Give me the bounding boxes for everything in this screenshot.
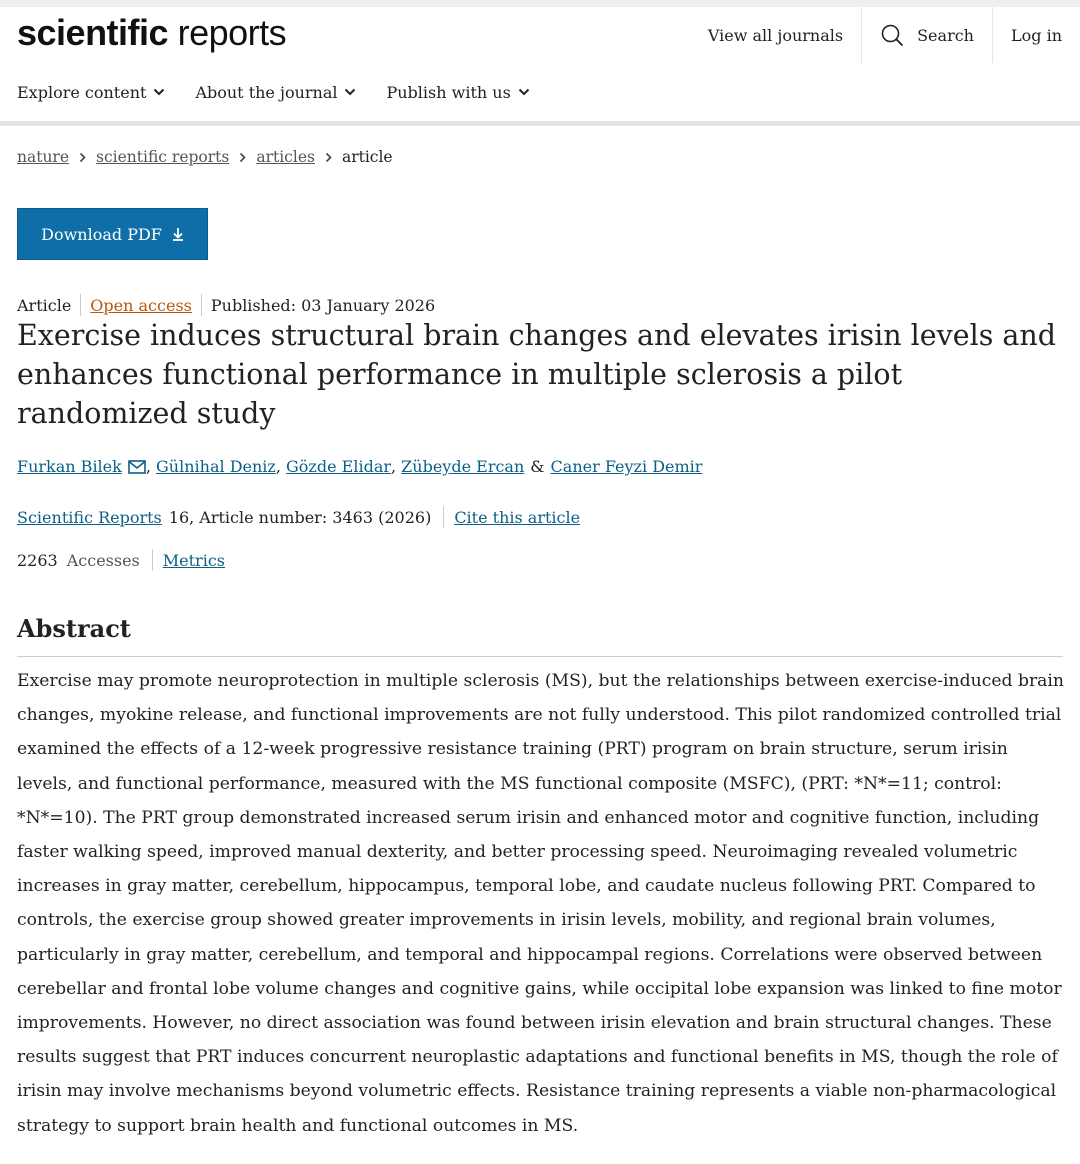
- download-pdf-label: Download PDF: [41, 224, 162, 244]
- abstract-heading: Abstract: [17, 614, 131, 643]
- author-separator: ,: [275, 457, 287, 476]
- download-pdf-button[interactable]: [17, 208, 208, 260]
- citation-details: 16, Article number: 3463 (2026): [168, 507, 432, 527]
- nav-about-journal[interactable]: [195, 83, 356, 102]
- article-type: Article: [17, 295, 72, 315]
- author-list: [17, 457, 702, 476]
- log-in-link[interactable]: [992, 7, 1080, 63]
- logo-bold: scientific: [17, 12, 169, 53]
- chevron-down-icon: [344, 88, 356, 96]
- site-header: [0, 7, 1080, 63]
- author-separator: ,: [145, 457, 157, 476]
- nav-publish-label: Publish with us: [386, 82, 511, 102]
- nav-about-label: About the journal: [195, 82, 338, 102]
- nav-publish-with-us[interactable]: [386, 83, 529, 102]
- search-icon: [880, 23, 904, 47]
- chevron-down-icon: [518, 88, 530, 96]
- nav-divider: [0, 121, 1080, 126]
- download-icon: [172, 227, 184, 241]
- author-link[interactable]: Caner Feyzi Demir: [550, 457, 703, 476]
- view-all-journals-link[interactable]: [690, 7, 861, 63]
- nav-explore-content[interactable]: [17, 83, 165, 102]
- breadcrumb-articles[interactable]: articles: [256, 148, 315, 166]
- view-all-journals-label: View all journals: [707, 25, 844, 45]
- chevron-right-icon: [239, 152, 246, 163]
- author-ampersand: &: [530, 457, 545, 476]
- search-button[interactable]: [861, 7, 992, 63]
- journal-logo[interactable]: [17, 13, 286, 53]
- log-in-label: Log in: [1010, 25, 1062, 45]
- published-date: Published: 03 January 2026: [210, 295, 436, 315]
- author-link[interactable]: Furkan Bilek: [17, 457, 122, 476]
- breadcrumb-current: article: [341, 148, 393, 166]
- chevron-down-icon: [153, 88, 165, 96]
- author-separator: ,: [391, 457, 402, 476]
- author-link[interactable]: Zübeyde Ercan: [401, 457, 525, 476]
- chevron-right-icon: [325, 152, 332, 163]
- breadcrumb-scientific-reports[interactable]: scientific reports: [96, 148, 230, 166]
- open-access-link[interactable]: Open access: [90, 295, 192, 315]
- abstract-divider: [17, 656, 1063, 657]
- logo-light: reports: [177, 12, 287, 53]
- author-link[interactable]: Gülnihal Deniz: [156, 457, 276, 476]
- search-label: Search: [917, 25, 974, 45]
- mail-icon[interactable]: [128, 460, 146, 474]
- article-meta: [17, 294, 435, 316]
- meta-divider: [80, 294, 81, 316]
- top-strip: [0, 0, 1080, 7]
- citation-line: [17, 506, 580, 528]
- citation-divider: [443, 506, 444, 528]
- cite-this-article-link[interactable]: Cite this article: [454, 507, 581, 527]
- metrics-line: [17, 549, 225, 571]
- header-actions: [690, 7, 1080, 63]
- accesses-label: Accesses: [66, 550, 140, 570]
- breadcrumb-nature[interactable]: nature: [17, 148, 70, 166]
- article-title: Exercise induces structural brain changes and elevates irisin levels and enhances functional performance in multiple sclerosis a pilot randomized study: [17, 319, 1056, 430]
- breadcrumb: [17, 148, 393, 166]
- journal-link[interactable]: Scientific Reports: [17, 507, 162, 527]
- access-count: 2263: [17, 550, 58, 570]
- metrics-divider: [152, 549, 153, 571]
- chevron-right-icon: [79, 152, 86, 163]
- metrics-link[interactable]: Metrics: [162, 550, 225, 570]
- author-link[interactable]: Gözde Elidar: [286, 457, 391, 476]
- main-nav: [0, 63, 1080, 121]
- abstract-text: Exercise may promote neuroprotection in multiple sclerosis (MS), but the relationships between exercise-induced brain changes, myokine release, and functional improvements are not fully understood. This pilot randomized controlled trial examined the effects of a 12-week progressive resistance training (PRT) program on brain structure, serum irisin levels, and functional performance, measured with the MS functional composite (MSFC), (PRT: *N*=11; control: *N*=10). The PRT group demonstrated increased serum irisin and enhanced motor and cognitive function, including faster walking speed, improved manual dexterity, and better processing speed. Neuroimaging revealed volumetric increases in gray matter, cerebellum, hippocampus, temporal lobe, and caudate nucleus following PRT. Compared to controls, the exercise group showed greater improvements in irisin levels, mobility, and regional brain volumes, particularly in gray matter, cerebellum, and temporal and hippocampal regions. Correlations were observed between cerebellar and frontal lobe volume changes and cognitive gains, while occipital lobe expansion was linked to fine motor improvements. However, no direct association was found between irisin elevation and brain structural changes. These results suggest that PRT induces concurrent neuroplastic adaptations and functional benefits in MS, though the role of irisin may involve mechanisms beyond volumetric effects. Resistance training represents a viable non-pharmacological strategy to support brain health and functional outcomes in MS.: [17, 671, 1064, 1136]
- nav-explore-label: Explore content: [17, 82, 147, 102]
- meta-divider: [201, 294, 202, 316]
